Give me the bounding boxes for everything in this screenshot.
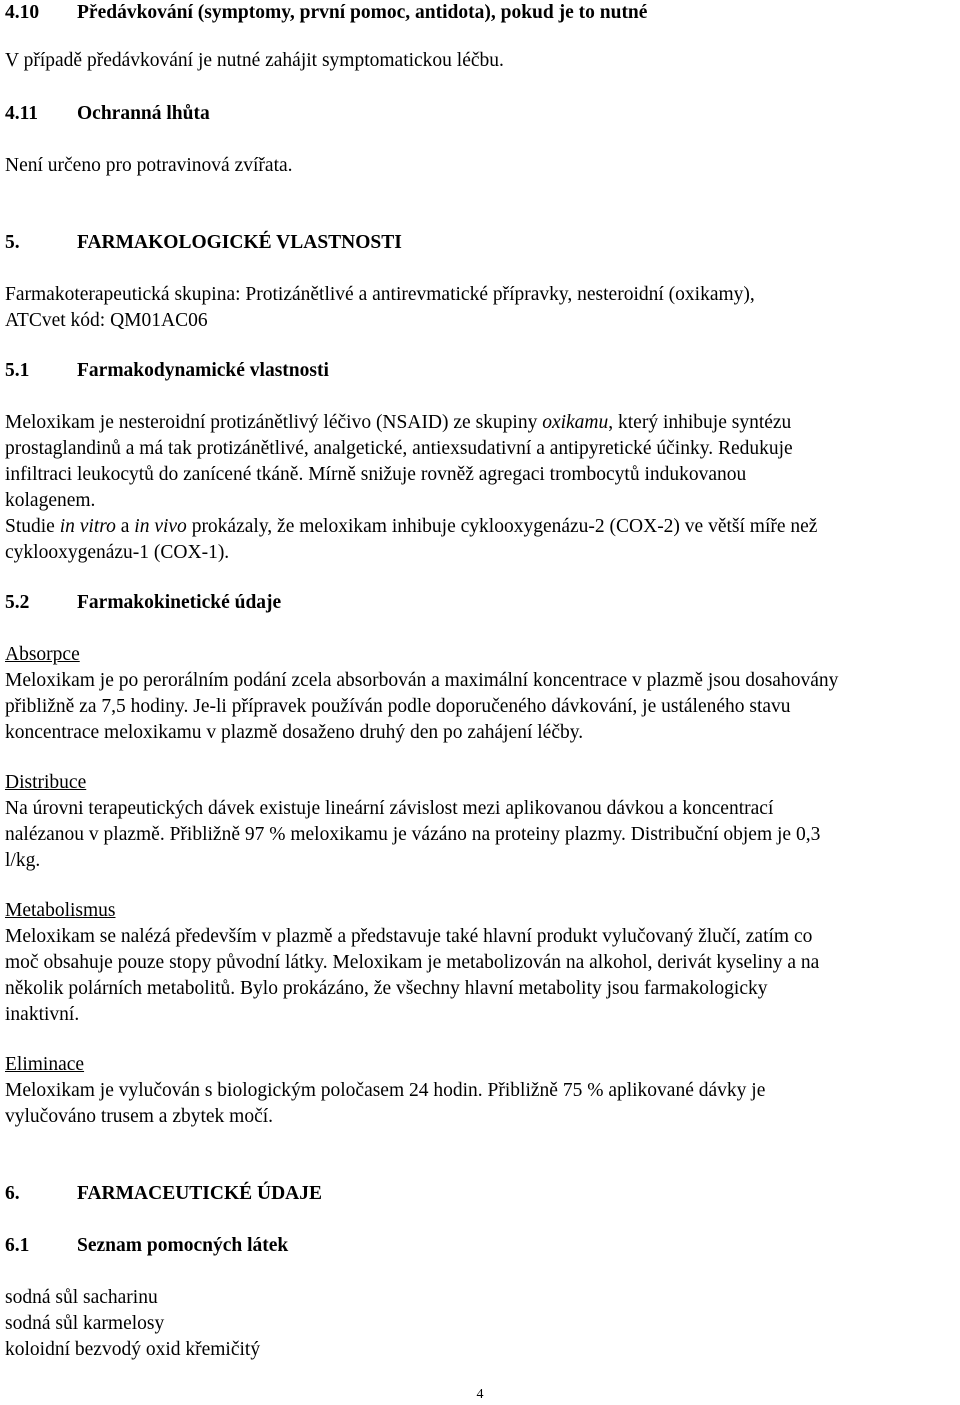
list-item: koloidní bezvodý oxid křemičitý [5,1339,261,1360]
section-absorption: Absorpce Meloxikam je po perorálním podání zcela absorbován a maximální koncentrace v plazmě jsou dosahovány přibližně za 7,5 hodiny. Je-li přípravek používán podle doporučeného dávkování, je ustáleného stavu koncentrace meloxikamu v plazmě dosaženo druhý den po zahájení léčby. [5,644,839,743]
section-distribution: Distribuce Na úrovni terapeutických dávek existuje lineární závislost mezi aplikovanou dávkou a koncentrací nalézanou v plazmě. Přibližně 97 % meloxikamu je vázáno na proteiny plazmy. Distribuční objem je 0,3 l/kg. [5,772,821,871]
heading-4-10: 4.10 Předávkování (symptomy, první pomoc, antidota), pokud je to nutné [5,2,648,23]
heading-6: 6. FARMACEUTICKÉ ÚDAJE [5,1183,323,1204]
list-item: sodná sůl karmelosy [5,1313,165,1334]
excipients-list [5,1285,948,1363]
page-number: 4 [476,1387,484,1402]
heading-5-1: 5.1 Farmakodynamické vlastnosti [5,360,329,381]
list-item: sodná sůl sacharinu [5,1287,158,1308]
paragraph-pharmacotherapeutic-group: Farmakoterapeutická skupina: Protizánětlivé a antirevmatické přípravky, nesteroidní (oxikamy), ATCvet kód: QM01AC06 [5,284,755,331]
heading-4-11: 4.11 Ochranná lhůta [5,103,210,124]
section-elimination: Eliminace Meloxikam je vylučován s biologickým poločasem 24 hodin. Přibližně 75 % aplikované dávky je vylučováno trusem a zbytek močí. [5,1054,766,1127]
heading-6-1: 6.1 Seznam pomocných látek [5,1235,289,1256]
paragraph-overdose: V případě předávkování je nutné zahájit symptomatickou léčbu. [5,50,504,71]
section-metabolism: Metabolismus Meloxikam se nalézá především v plazmě a představuje také hlavní produkt vylučovaný žlučí, zatím co moč obsahuje pouze stopy původní látky. Meloxikam je metabolizován na alkohol, derivát kyseliny a na několik polárních metabolitů. Bylo prokázáno, že všechny hlavní metabolity jsou farmakologicky inaktivní. [5,900,820,1025]
heading-5: 5. FARMAKOLOGICKÉ VLASTNOSTI [5,232,402,253]
heading-5-2: 5.2 Farmakokinetické údaje [5,592,282,613]
paragraph-pharmacodynamics: Meloxikam je nesteroidní protizánětlivý léčivo (NSAID) ze skupiny oxikamu, který inhibuje syntézu prostaglandinů a má tak protizánětlivé, analgetické, antiexsudativní a antipyretické účinky. Redukuje infiltraci leukocytů do zanícené tkáně. Mírně snižuje rovněž agregaci trombocytů indukovanou kolagenem. Studie in vitro a in vivo prokázaly, že meloxikam inhibuje cyklooxygenázu-2 (COX-2) ve větší míře než cyklooxygenázu-1 (COX-1). [5,412,818,563]
paragraph-withdrawal: Není určeno pro potravinová zvířata. [5,155,293,176]
